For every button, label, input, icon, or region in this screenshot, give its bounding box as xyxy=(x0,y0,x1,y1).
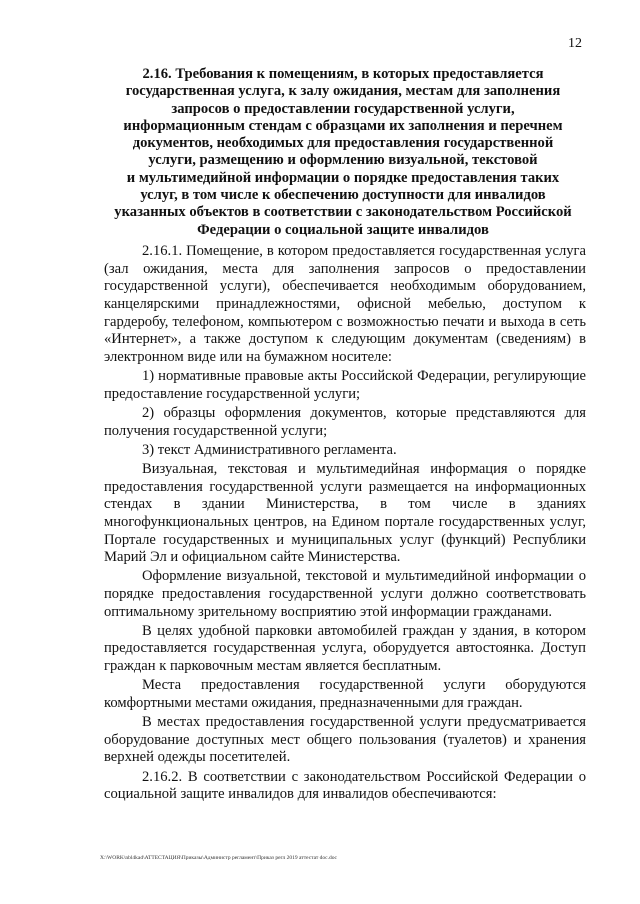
heading-line: 2.16. Требования к помещениям, в которых предоставляется xyxy=(142,66,544,82)
paragraph-design: Оформление визуальной, текстовой и мультимедийной информации о порядке предоставления государственной услуги должно соответствовать оптимальному зрительному восприятию этой информации гражданами. xyxy=(104,568,586,620)
section-heading xyxy=(100,66,586,239)
heading-line: государственная услуга, к залу ожидания, местам для заполнения xyxy=(125,83,561,100)
heading-line: услуг, в том числе к обеспечению доступности для инвалидов xyxy=(140,187,546,204)
document-body xyxy=(104,243,586,804)
heading-line: Федерации о социальной защите инвалидов xyxy=(197,221,489,238)
heading-line: запросов о предоставлении государственной услуги, xyxy=(171,100,515,117)
list-item-3: 3) текст Административного регламента. xyxy=(142,441,397,458)
page-number: 12 xyxy=(568,36,582,51)
paragraph-2-16-1: 2.16.1. Помещение, в котором предоставляется государственная услуга (зал ожидания, места для заполнения запросов о предоставлении государственной услуги), обеспечивается необходимым оборудованием, канцелярскими принадлежностями, офисной мебелью, доступом к гардеробу, телефоном, компьютером с возможностью печати и выхода в сеть «Интернет», а также доступом к следующим документам (сведениям) в электронном виде или на бумажном носителе: xyxy=(104,243,586,365)
paragraph-2-16-2: 2.16.2. В соответствии с законодательством Российской Федерации о социальной защите инвалидов для инвалидов обеспечиваются: xyxy=(104,768,586,803)
list-item-2: 2) образцы оформления документов, которые представляются для получения государственной услуги; xyxy=(104,404,586,439)
list-item-1: 1) нормативные правовые акты Российской Федерации, регулирующие предоставление государственной услуги; xyxy=(104,368,586,402)
heading-line: и мультимедийной информации о порядке предоставления таких xyxy=(126,169,560,186)
heading-line: информационным стендам с образцами их заполнения и перечнем xyxy=(123,117,563,134)
heading-line: указанных объектов в соответствии с законодательством Российской xyxy=(114,204,572,221)
heading-line: услуги, размещению и оформлению визуальной, текстовой xyxy=(148,152,538,169)
paragraph-facilities: В местах предоставления государственной услуги предусматривается оборудование доступных мест общего пользования (туалетов) и хранения верхней одежды посетителей. xyxy=(104,714,586,766)
heading-line: документов, необходимых для предоставления государственной xyxy=(132,135,554,152)
paragraph-info: Визуальная, текстовая и мультимедийная информация о порядке предоставления государственной услуги размещается на информационных стендах в здании Министерства, в том числе в зданиях многофункциональных центров, на Едином портале государственных услуг, Портале государственных и муниципальных услуг (функций) Республики Марий Эл и официальном сайте Министерства. xyxy=(104,460,586,566)
footer-file-path: X:\WORK\nbl4kad\ATTECTAЦИЯ\Приказы\Администр регламент\Приказ регл 2019 аттестат doc.doc xyxy=(100,855,337,861)
paragraph-parking: В целях удобной парковки автомобилей граждан у здания, в котором предоставляется государственная услуга, оборудуется автостоянка. Доступ граждан к парковочным местам является бесплатным. xyxy=(104,622,586,675)
paragraph-waiting: Места предоставления государственной услуги оборудуются комфортными местами ожидания, предназначенными для граждан. xyxy=(104,677,586,711)
